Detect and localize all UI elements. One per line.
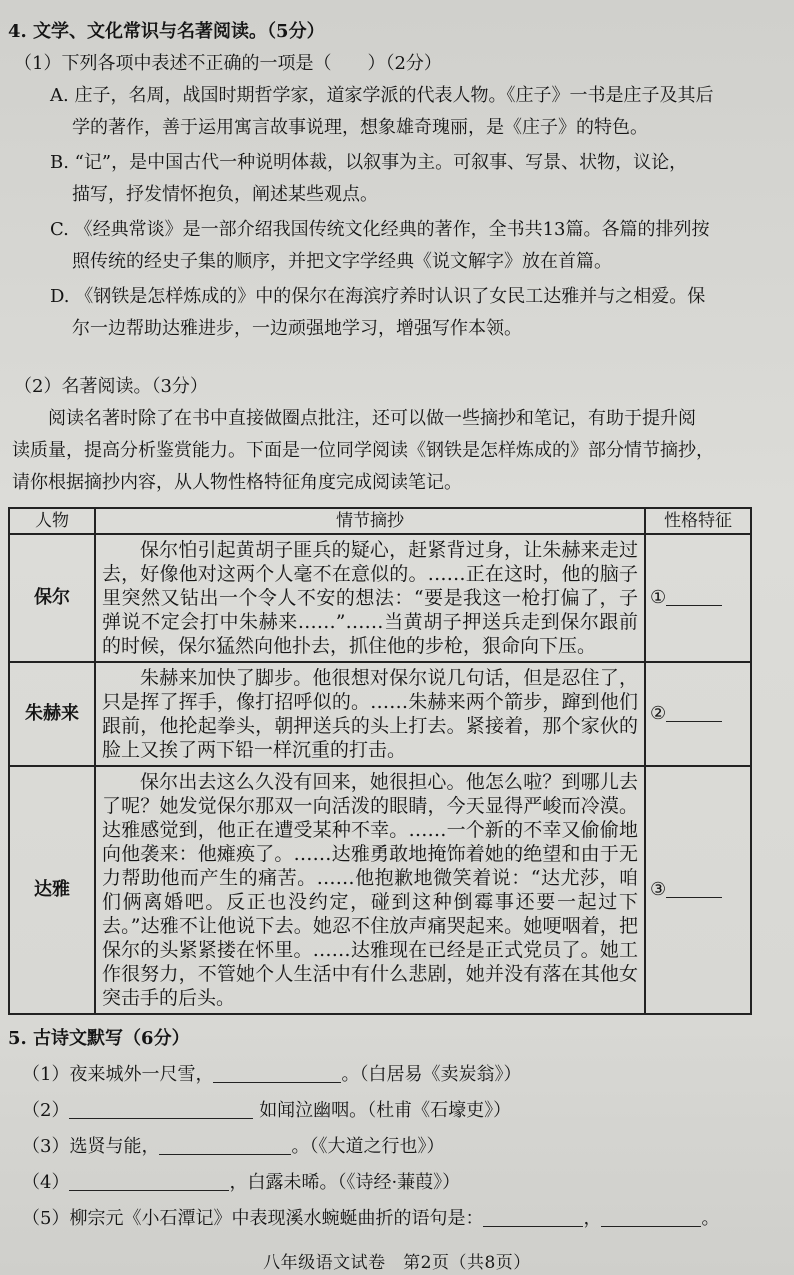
answer-blank[interactable] xyxy=(213,1064,341,1083)
option-c-line2: 照传统的经史子集的顺序，并把文字学经典《说文解字》放在首篇。 xyxy=(72,251,612,272)
intro-line1: 阅读名著时除了在书中直接做圈点批注，还可以做一些摘抄和笔记，有助于提升阅 xyxy=(48,408,696,429)
answer-blank[interactable] xyxy=(69,1100,253,1119)
trait-answer-field[interactable]: ① xyxy=(645,534,751,662)
option-b-line1: B. “记”，是中国古代一种说明体裁，以叙事为主。可叙事、写景、状物，议论， xyxy=(50,152,688,173)
q5-section xyxy=(0,1021,794,1237)
answer-blank[interactable] xyxy=(601,1208,701,1227)
q4-sub1: （1）下列各项中表述不正确的一项是（ ）（2分） xyxy=(14,53,442,74)
option-a-line2: 学的著作，善于运用寓言故事说理，想象雄奇瑰丽，是《庄子》的特色。 xyxy=(72,117,648,138)
reading-notes-table xyxy=(8,507,752,1015)
page-footer: 八年级语文试卷 第2页（共8页） xyxy=(263,1253,531,1273)
q5-item-5: （5）柳宗元《小石潭记》中表现溪水蜿蜒曲折的语句是： ， 。 xyxy=(22,1208,720,1229)
q5-item-4: （4） ，白露未晞。（《诗经·蒹葭》） xyxy=(22,1172,461,1193)
answer-blank[interactable] xyxy=(483,1208,583,1227)
header-person: 人物 xyxy=(9,508,95,534)
option-c-line1: C. 《经典常谈》是一部介绍我国传统文化经典的著作，全书共13篇。各篇的排列按 xyxy=(50,219,710,240)
q5-item-3: （3）选贤与能， 。（《大道之行也》） xyxy=(22,1136,445,1157)
person-name: 朱赫来 xyxy=(9,662,95,766)
table-header-row xyxy=(9,508,751,534)
intro-line2: 读质量，提高分析鉴赏能力。下面是一位同学阅读《钢铁是怎样炼成的》部分情节摘抄， xyxy=(12,440,714,461)
trait-answer-field[interactable]: ② xyxy=(645,662,751,766)
q5-item-1: （1）夜来城外一尺雪， 。（白居易《卖炭翁》） xyxy=(22,1064,522,1085)
option-d-line1: D. 《钢铁是怎样炼成的》中的保尔在海滨疗养时认识了女民工达雅并与之相爱。保 xyxy=(50,286,706,307)
option-d-line2: 尔一边帮助达雅进步，一边顽强地学习，增强写作本领。 xyxy=(72,318,522,339)
person-name: 达雅 xyxy=(9,766,95,1014)
excerpt-text: 保尔怕引起黄胡子匪兵的疑心，赶紧背过身，让朱赫来走过去，好像他对这两个人毫不在意似的。……正在这时，他的脑子里突然又钻出一个令人不安的想法：“要是我这一枪打偏了，子弹说不定会打中朱赫来……”……当黄胡子押送兵走到保尔跟前的时候，保尔猛然向他扑去，抓住他的步枪，狠命向下压。 xyxy=(102,539,638,657)
table-row xyxy=(9,534,751,662)
answer-blank[interactable] xyxy=(159,1136,291,1155)
answer-blank[interactable] xyxy=(69,1172,229,1191)
intro-line3: 请你根据摘抄内容，从人物性格特征角度完成阅读笔记。 xyxy=(12,472,462,493)
q4-title: 4. 文学、文化常识与名著阅读。（5分） xyxy=(8,21,325,42)
table-row xyxy=(9,662,751,766)
person-name: 保尔 xyxy=(9,534,95,662)
option-a-line1: A. 庄子，名周，战国时期哲学家，道家学派的代表人物。《庄子》一书是庄子及其后 xyxy=(50,85,714,106)
table-row xyxy=(9,766,751,1014)
excerpt-text: 保尔出去这么久没有回来，她很担心。他怎么啦？到哪儿去了呢？她发觉保尔那双一向活泼的眼睛，今天显得严峻而冷漠。达雅感觉到，他正在遭受某种不幸。……一个新的不幸又偷偷地向他袭来：他瘫痪了。……达雅勇敢地掩饰着她的绝望和由于无力帮助他而产生的痛苦。……他抱歉地微笑着说：“达尤莎，咱们俩离婚吧。反正也没约定，碰到这种倒霉事还要一起过下去。”达雅不让他说下去。她忍不住放声痛哭起来。她哽咽着，把保尔的头紧紧搂在怀里。……达雅现在已经是正式党员了。她工作很努力，不管她个人生活中有什么悲剧，她并没有落在其他女突击手的后头。 xyxy=(102,771,638,1009)
header-trait: 性格特征 xyxy=(645,508,751,534)
option-b-line2: 描写，抒发情怀抱负，阐述某些观点。 xyxy=(72,184,378,205)
trait-answer-field[interactable]: ③ xyxy=(645,766,751,1014)
q5-title: 5. 古诗文默写（6分） xyxy=(8,1028,190,1049)
q4-sub2: （2）名著阅读。（3分） xyxy=(14,376,208,397)
q5-item-2: （2） 如闻泣幽咽。（杜甫《石壕吏》） xyxy=(22,1100,512,1121)
header-excerpt: 情节摘抄 xyxy=(95,508,645,534)
excerpt-text: 朱赫来加快了脚步。他很想对保尔说几句话，但是忍住了，只是挥了挥手，像打招呼似的。……朱赫来两个箭步，蹿到他们跟前，他抡起拳头，朝押送兵的头上打去。紧接着，那个家伙的脸上又挨了两下铅一样沉重的打击。 xyxy=(102,667,638,761)
